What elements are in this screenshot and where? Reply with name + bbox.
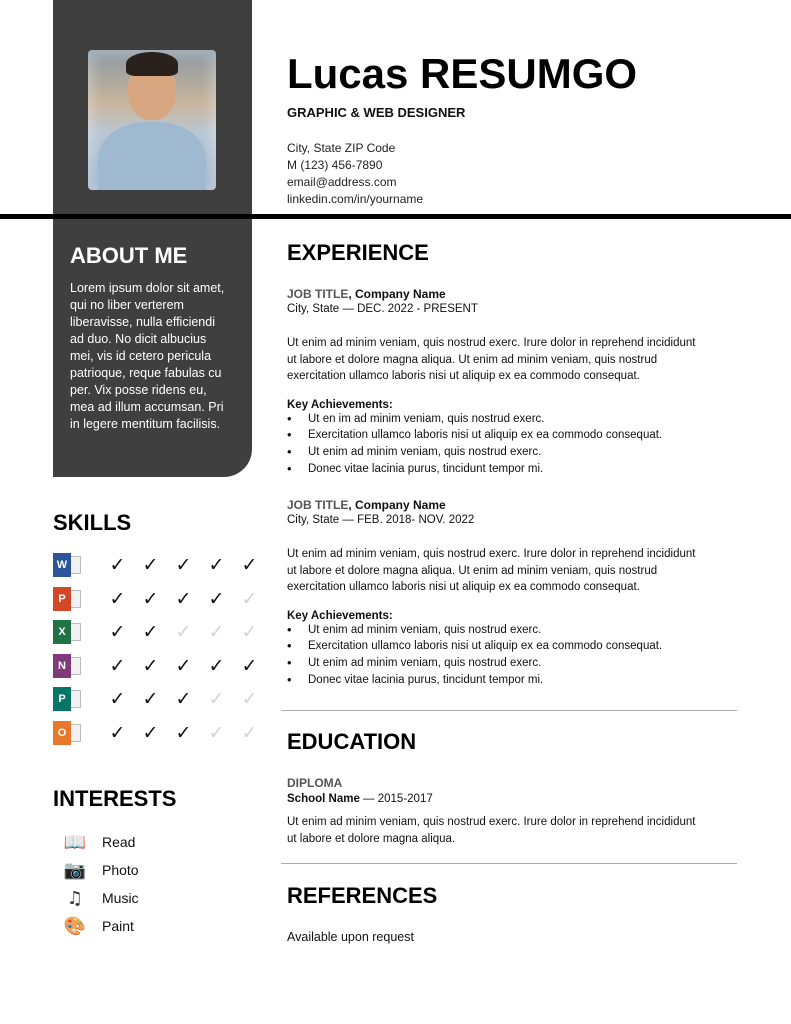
interest-label: Paint	[102, 918, 134, 934]
check-icon: ✓	[109, 721, 126, 744]
check-icon: ✓	[142, 654, 159, 677]
profile-photo	[88, 50, 216, 190]
skill-row	[53, 586, 266, 612]
skill-rating	[101, 722, 266, 744]
list-item: • Donec vitae lacinia purus, tincidunt tempor mi.	[287, 672, 737, 689]
about-text: Lorem ipsum dolor sit amet, qui no liber verterem liberavisse, nulla efficiendi ad duo. No dicit albucius mei, vis id cetero pericula patrioque, reque fabulas cu per. Vix posse ridens eu, mea ad illum accumsan. Pri in legere mentitum facilisis.	[70, 281, 225, 431]
list-item: • Exercitation ullamco laboris nisi ut aliquip ex ea commodo consequat.	[287, 638, 737, 655]
palette-icon: 🎨	[63, 915, 87, 937]
skill-rating	[101, 554, 266, 576]
skill-rating	[101, 588, 266, 610]
check-icon: ✓	[208, 554, 225, 576]
check-icon: ✓	[142, 621, 159, 643]
skill-rating	[101, 655, 266, 677]
check-icon: ✓	[109, 688, 126, 710]
word-icon: W	[53, 553, 81, 577]
check-icon: ✓	[208, 654, 225, 677]
check-icon: ✓	[241, 721, 258, 744]
experience-title: EXPERIENCE	[287, 240, 429, 265]
experience-entry-2	[287, 498, 737, 689]
interest-label: Music	[102, 890, 139, 906]
candidate-job-title: GRAPHIC & WEB DESIGNER	[287, 105, 466, 120]
references-title: REFERENCES	[287, 883, 438, 908]
contact-linkedin[interactable]: linkedin.com/in/yourname	[287, 192, 424, 206]
skill-row	[53, 552, 266, 578]
candidate-name: Lucas RESUMGO	[287, 50, 638, 97]
list-item: • Ut enim ad minim veniam, quis nostrud exerc.	[287, 444, 737, 461]
powerpoint-icon: P	[53, 587, 81, 611]
check-icon: ✓	[175, 587, 192, 610]
camera-icon: 📷	[63, 859, 87, 881]
job-description: Ut enim ad minim veniam, quis nostrud exerc. Irure dolor in reprehend incididunt ut labore et dolore magna aliqua. Ut enim ad minim veniam, quis nostrud exercitation ullamco laboris nisi ut aliquip ex ea commodo consequat.	[287, 337, 696, 382]
check-icon: ✓	[175, 688, 192, 710]
publisher-icon: P	[53, 687, 81, 711]
onenote-icon: N	[53, 654, 81, 678]
degree: DIPLOMA	[287, 776, 343, 790]
job-description: Ut enim ad minim veniam, quis nostrud exerc. Irure dolor in reprehend incididunt ut labore et dolore magna aliqua. Ut enim ad minim veniam, quis nostrud exercitation ullamco laboris nisi ut aliquip ex ea commodo consequat.	[287, 548, 696, 593]
check-icon: ✓	[241, 688, 258, 710]
achievements-list	[287, 622, 737, 689]
skill-row	[53, 686, 266, 712]
school-years: — 2015-2017	[359, 793, 433, 805]
check-icon: ✓	[175, 654, 192, 677]
interest-item	[60, 859, 139, 881]
achievements-label: Key Achievements:	[287, 398, 393, 411]
section-divider	[281, 863, 737, 864]
skill-rating	[101, 688, 266, 710]
skill-rating	[101, 621, 266, 643]
skill-row	[53, 619, 266, 645]
check-icon: ✓	[109, 587, 126, 610]
job-title: JOB TITLE	[287, 287, 349, 301]
excel-icon: X	[53, 620, 81, 644]
check-icon: ✓	[208, 688, 225, 710]
check-icon: ✓	[142, 688, 159, 710]
achievements-label: Key Achievements:	[287, 609, 393, 622]
interest-label: Photo	[102, 862, 139, 878]
check-icon: ✓	[241, 554, 258, 576]
check-icon: ✓	[175, 554, 192, 576]
contact-email[interactable]: email@address.com	[287, 175, 397, 189]
interest-item	[60, 831, 135, 853]
check-icon: ✓	[142, 721, 159, 744]
check-icon: ✓	[208, 621, 225, 643]
check-icon: ✓	[109, 554, 126, 576]
list-item: • Donec vitae lacinia purus, tincidunt tempor mi.	[287, 461, 737, 478]
list-item: • Exercitation ullamco laboris nisi ut aliquip ex ea commodo consequat.	[287, 427, 737, 444]
contact-phone: M (123) 456-7890	[287, 158, 383, 172]
list-item: • Ut enim ad minim veniam, quis nostrud exerc.	[287, 655, 737, 672]
interest-item	[60, 887, 139, 909]
check-icon: ✓	[241, 621, 258, 643]
education-title: EDUCATION	[287, 729, 417, 754]
check-icon: ✓	[142, 587, 159, 610]
check-icon: ✓	[241, 654, 258, 677]
skill-row	[53, 653, 266, 679]
check-icon: ✓	[208, 587, 225, 610]
education-description: Ut enim ad minim veniam, quis nostrud exerc. Irure dolor in reprehend incididunt ut labore et dolore magna aliqua.	[287, 816, 696, 845]
check-icon: ✓	[109, 654, 126, 677]
interest-label: Read	[102, 834, 136, 850]
check-icon: ✓	[109, 621, 126, 643]
experience-entry-1	[287, 287, 737, 478]
skills-title: SKILLS	[53, 510, 132, 535]
book-icon: 📖	[63, 831, 87, 853]
contact-info	[287, 140, 423, 208]
check-icon: ✓	[208, 721, 225, 744]
interest-item	[60, 915, 134, 937]
interests-title: INTERESTS	[53, 786, 177, 811]
section-divider	[281, 710, 737, 711]
job-title: JOB TITLE	[287, 498, 349, 512]
references-text: Available upon request	[287, 930, 414, 944]
skill-row	[53, 720, 266, 746]
company-name: , Company Name	[348, 498, 446, 512]
location-dates: City, State — DEC. 2022 - PRESENT	[287, 303, 478, 315]
check-icon: ✓	[175, 621, 192, 643]
contact-address: City, State ZIP Code	[287, 141, 396, 155]
check-icon: ✓	[175, 721, 192, 744]
list-item: • Ut en im ad minim veniam, quis nostrud exerc.	[287, 411, 737, 428]
list-item: • Ut enim ad minim veniam, quis nostrud exerc.	[287, 622, 737, 639]
company-name: , Company Name	[348, 287, 446, 301]
achievements-list	[287, 411, 737, 478]
check-icon: ✓	[142, 554, 159, 576]
education-entry	[287, 776, 737, 847]
location-dates: City, State — FEB. 2018- NOV. 2022	[287, 514, 475, 526]
school-name: School Name	[287, 793, 360, 805]
music-note-icon: ♫	[66, 887, 84, 909]
check-icon: ✓	[241, 587, 258, 610]
about-title: ABOUT ME	[70, 243, 188, 268]
outlook-icon: O	[53, 721, 81, 745]
